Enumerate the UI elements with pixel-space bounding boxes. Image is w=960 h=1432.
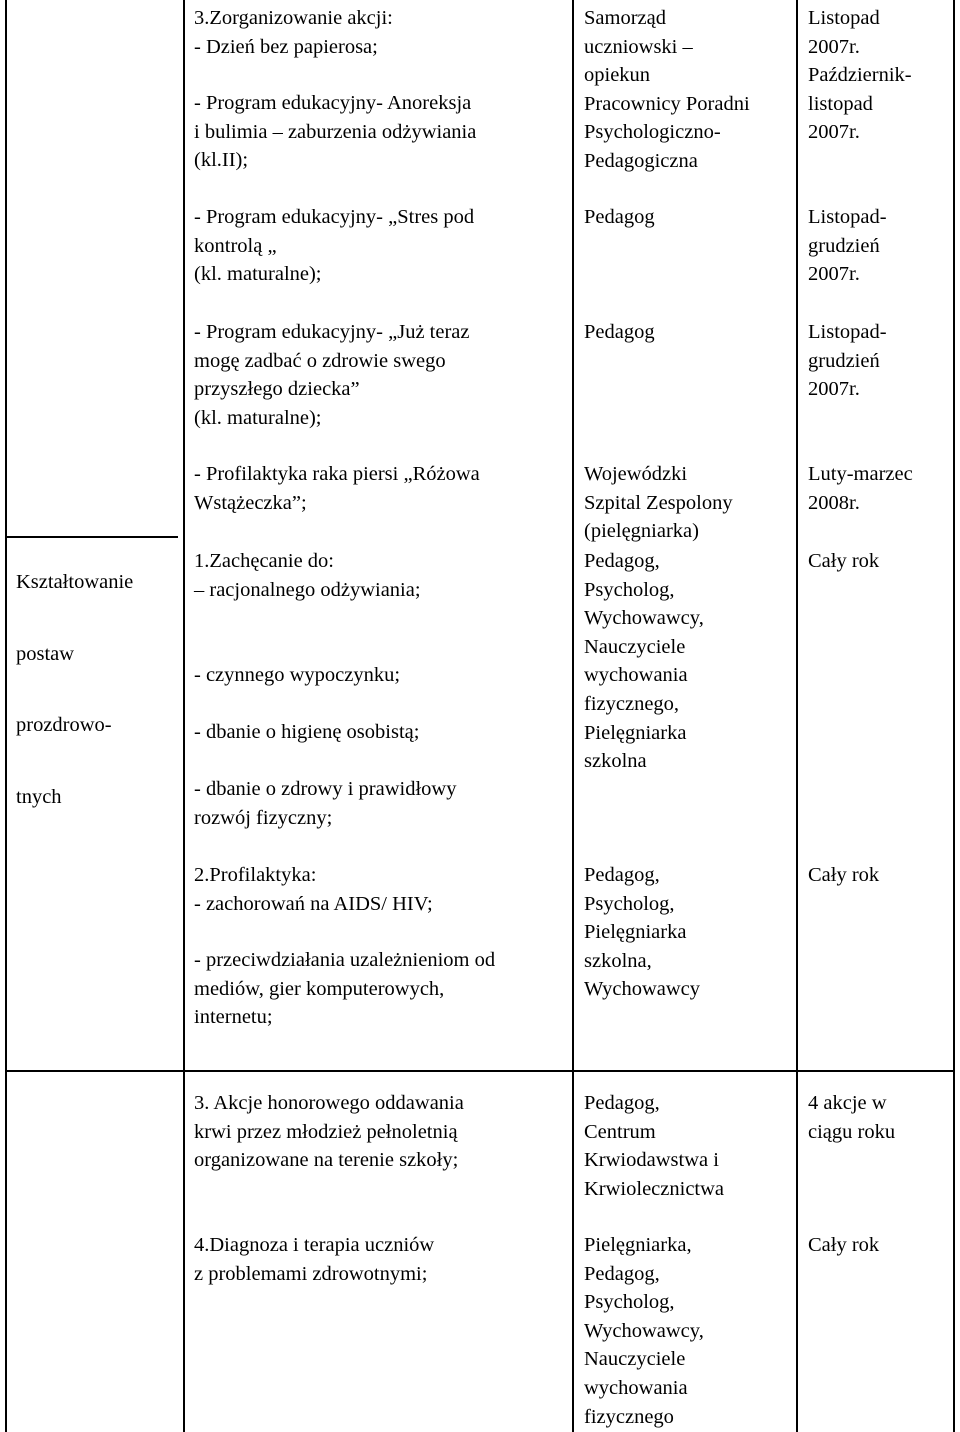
category-line: postaw: [16, 642, 75, 665]
activity-line: mediów, gier komputerowych,: [194, 977, 445, 1000]
responsible-line: opiekun: [584, 64, 651, 87]
responsible-cell: [584, 1231, 704, 1431]
term-line: 2007r.: [808, 263, 860, 286]
activity-line: - zachorowań na AIDS/ HIV;: [194, 892, 433, 915]
responsible-cell: [584, 460, 733, 546]
responsible-line: (pielęgniarka): [584, 520, 699, 543]
activity-cell: [194, 861, 433, 918]
responsible-line: wychowania: [584, 664, 688, 687]
activity-cell: [194, 4, 393, 61]
activity-line: mogę zadbać o zdrowie swego: [194, 349, 446, 372]
category-line: prozdrowo-: [16, 714, 112, 736]
activity-cell: [194, 203, 474, 289]
activity-line: krwi przez młodzież pełnoletnią: [194, 1120, 458, 1143]
term-line: Cały rok: [808, 1234, 880, 1256]
activity-line: - Profilaktyka raka piersi „Różowa: [194, 463, 480, 485]
term-line: grudzień: [808, 349, 880, 372]
activity-line: 3. Akcje honorowego oddawania: [194, 1092, 464, 1114]
responsible-cell: [584, 4, 750, 176]
responsible-cell: [584, 547, 704, 776]
term-cell: [808, 547, 879, 576]
activity-line: - czynnego wypoczynku;: [194, 664, 401, 686]
column-divider-3: [796, 0, 798, 1432]
activity-line: internetu;: [194, 1006, 273, 1029]
responsible-line: Pedagog,: [584, 864, 660, 886]
activity-line: 3.Zorganizowanie akcji:: [194, 7, 393, 29]
responsible-line: Krwiolecznictwa: [584, 1177, 725, 1200]
responsible-line: Wychowawcy: [584, 978, 701, 1001]
responsible-cell: [584, 203, 655, 232]
activity-line: - Program edukacyjny- Anoreksja: [194, 92, 472, 114]
activity-line: rozwój fizyczny;: [194, 806, 333, 829]
responsible-line: fizycznego,: [584, 692, 680, 715]
activity-cell: [194, 718, 419, 747]
activity-line: - Program edukacyjny- „Już teraz: [194, 321, 470, 343]
responsible-line: Wychowawcy,: [584, 1319, 704, 1342]
term-line: grudzień: [808, 234, 880, 257]
term-line: ciągu roku: [808, 1120, 896, 1143]
activity-line: i bulimia – zaburzenia odżywiania: [194, 120, 477, 143]
activity-cell: [194, 89, 476, 175]
category-line: tnych: [16, 785, 62, 808]
table-border-left: [5, 0, 7, 1432]
term-cell: [808, 4, 912, 147]
responsible-line: Pedagog: [584, 206, 655, 228]
term-cell: [808, 460, 913, 517]
category-cell: [16, 547, 133, 833]
responsible-line: Wojewódzki: [584, 463, 688, 485]
activity-cell: [194, 460, 480, 517]
activity-cell: [194, 1231, 434, 1288]
term-line: Cały rok: [808, 864, 880, 886]
activity-line: kontrolą „: [194, 234, 277, 257]
activity-line: - dbanie o higienę osobistą;: [194, 721, 420, 743]
activity-line: - dbanie o zdrowy i prawidłowy: [194, 778, 457, 800]
activity-cell: [194, 318, 470, 432]
activity-line: - Dzień bez papierosa;: [194, 35, 378, 58]
term-line: Listopad-: [808, 321, 887, 343]
activity-cell: [194, 661, 400, 690]
responsible-cell: [584, 861, 700, 1004]
responsible-line: Pedagog,: [584, 1092, 660, 1114]
activity-cell: [194, 1089, 464, 1175]
responsible-line: Pielęgniarka: [584, 921, 687, 944]
responsible-line: Nauczyciele: [584, 1348, 686, 1371]
term-line: 4 akcje w: [808, 1092, 887, 1114]
responsible-line: Wychowawcy,: [584, 607, 704, 630]
category-line: Kształtowanie: [16, 571, 134, 593]
responsible-line: szkolna: [584, 750, 647, 773]
term-line: listopad: [808, 92, 873, 115]
activity-line: - przeciwdziałania uzależnieniom od: [194, 949, 496, 971]
term-line: Cały rok: [808, 550, 880, 572]
term-cell: [808, 861, 879, 890]
term-cell: [808, 318, 887, 404]
activity-line: (kl. maturalne);: [194, 263, 322, 286]
responsible-line: Samorząd: [584, 7, 666, 29]
responsible-line: wychowania: [584, 1376, 688, 1399]
responsible-cell: [584, 1089, 724, 1203]
responsible-line: szkolna,: [584, 949, 652, 972]
responsible-line: Pedagog: [584, 321, 655, 343]
activity-line: organizowane na terenie szkoły;: [194, 1149, 459, 1172]
activity-line: 4.Diagnoza i terapia uczniów: [194, 1234, 435, 1256]
responsible-line: Psychologiczno-: [584, 121, 721, 144]
activity-line: przyszłego dziecka”: [194, 378, 360, 401]
term-line: Październik-: [808, 64, 912, 87]
term-cell: [808, 203, 887, 289]
activity-line: 1.Zachęcanie do:: [194, 550, 335, 572]
responsible-cell: [584, 318, 655, 347]
responsible-line: Nauczyciele: [584, 635, 686, 658]
activity-cell: [194, 547, 421, 604]
responsible-line: Psycholog,: [584, 1291, 675, 1314]
term-cell: [808, 1089, 895, 1146]
responsible-line: Pielęgniarka,: [584, 1234, 692, 1256]
column-divider-1: [183, 0, 185, 1432]
responsible-line: Pracownicy Poradni: [584, 92, 750, 115]
term-line: Luty-marzec: [808, 463, 913, 485]
activity-line: z problemami zdrowotnymi;: [194, 1262, 428, 1285]
activity-line: (kl. maturalne);: [194, 406, 322, 429]
term-line: 2007r.: [808, 121, 860, 144]
term-line: Listopad: [808, 7, 880, 29]
activity-cell: [194, 946, 495, 1032]
responsible-line: Pedagog,: [584, 550, 660, 572]
activity-line: Wstążeczka”;: [194, 491, 307, 514]
responsible-line: fizycznego: [584, 1405, 674, 1428]
activity-cell: [194, 775, 456, 832]
responsible-line: Psycholog,: [584, 578, 675, 601]
activity-line: (kl.II);: [194, 149, 249, 172]
responsible-line: Szpital Zespolony: [584, 491, 733, 514]
term-line: 2007r.: [808, 378, 860, 401]
activity-line: - Program edukacyjny- „Stres pod: [194, 206, 475, 228]
activity-line: – racjonalnego odżywiania;: [194, 578, 421, 601]
table-border-right: [953, 0, 955, 1432]
responsible-line: uczniowski –: [584, 35, 693, 58]
activity-line: 2.Profilaktyka:: [194, 864, 317, 886]
responsible-line: Pedagogiczna: [584, 149, 698, 172]
term-line: Listopad-: [808, 206, 887, 228]
term-line: 2008r.: [808, 491, 860, 514]
column-divider-2: [572, 0, 574, 1432]
row-divider-1: [5, 536, 178, 538]
responsible-line: Psycholog,: [584, 892, 675, 915]
term-cell: [808, 1231, 879, 1260]
responsible-line: Pielęgniarka: [584, 721, 687, 744]
responsible-line: Pedagog,: [584, 1262, 660, 1285]
responsible-line: Krwiodawstwa i: [584, 1149, 719, 1172]
row-divider-2: [5, 1070, 955, 1072]
term-line: 2007r.: [808, 35, 860, 58]
responsible-line: Centrum: [584, 1120, 656, 1143]
